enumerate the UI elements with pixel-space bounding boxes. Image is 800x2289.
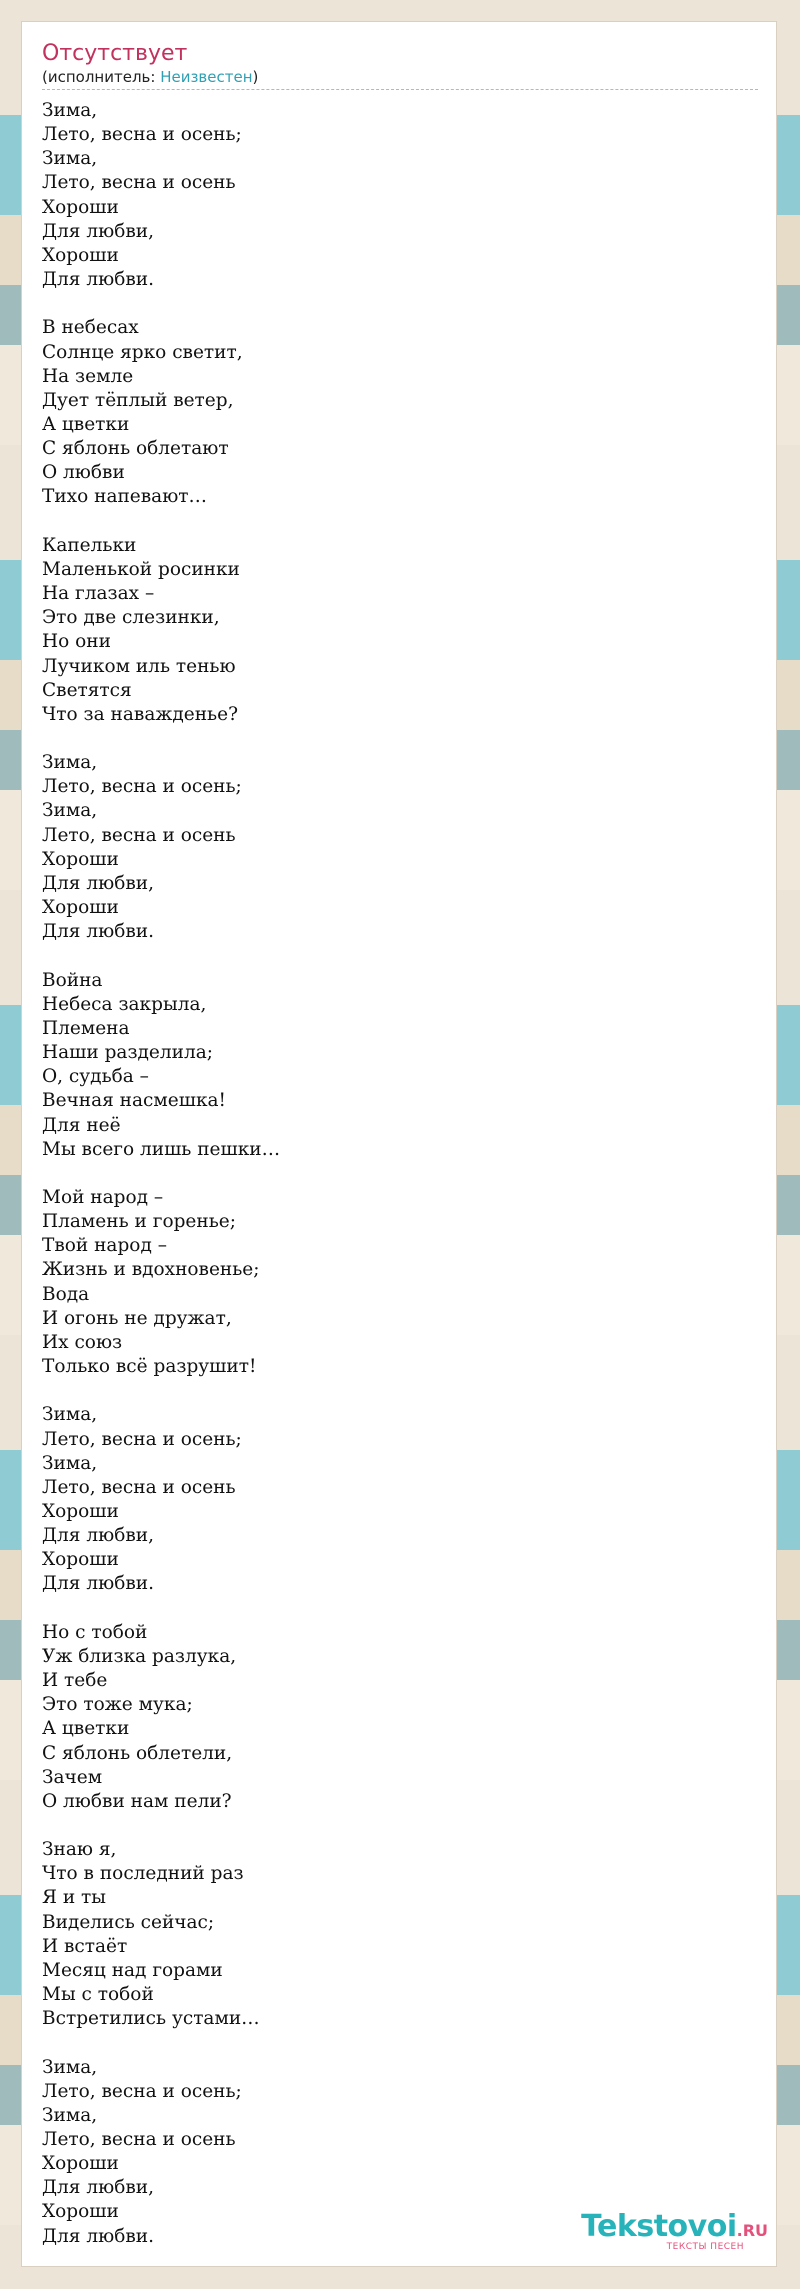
lyric-line: Твой народ – xyxy=(42,1235,167,1257)
logo-wordmark: Tekstovoi xyxy=(581,2209,737,2244)
lyric-line: В небесах xyxy=(42,317,139,339)
lyric-line: Для любви. xyxy=(42,921,154,943)
lyric-line: Это тоже мука; xyxy=(42,1694,193,1716)
song-header xyxy=(42,40,758,90)
site-logo[interactable] xyxy=(581,2209,768,2252)
logo-domain: .RU xyxy=(736,2221,768,2240)
lyric-line: Дует тёплый ветер, xyxy=(42,389,234,411)
lyric-line: Вечная насмешка! xyxy=(42,1090,226,1112)
lyric-line: Лето, весна и осень xyxy=(42,1476,236,1498)
lyric-line: Для любви, xyxy=(42,220,154,242)
lyric-line: Зима, xyxy=(42,800,98,822)
lyric-line: Зачем xyxy=(42,1766,103,1788)
lyric-line: Встретились устами… xyxy=(42,2008,260,2030)
lyric-line: Зима, xyxy=(42,2056,98,2078)
lyric-line: Зима, xyxy=(42,1404,98,1426)
lyric-line: Война xyxy=(42,969,103,991)
lyrics-stanza xyxy=(42,1403,758,1596)
lyric-line: Лето, весна и осень xyxy=(42,824,236,846)
lyric-line: Зима, xyxy=(42,752,98,774)
lyric-line: На глазах – xyxy=(42,583,155,605)
lyric-line: Я и ты xyxy=(42,1887,106,1909)
lyric-line: Светятся xyxy=(42,679,132,701)
lyric-line: Хороши xyxy=(42,244,119,266)
lyrics-stanza xyxy=(42,1186,758,1379)
lyric-line: Мы с тобой xyxy=(42,1984,154,2006)
lyric-line: Хороши xyxy=(42,2201,119,2223)
lyric-line: Хороши xyxy=(42,1549,119,1571)
lyric-line: Лето, весна и осень; xyxy=(42,124,242,146)
lyric-line: Хороши xyxy=(42,2153,119,2175)
lyric-line: Пламень и горенье; xyxy=(42,1211,236,1233)
lyric-line: И тебе xyxy=(42,1670,108,1692)
lyric-line: Для неё xyxy=(42,1114,121,1136)
lyric-line: Хороши xyxy=(42,897,119,919)
lyric-line: Для любви. xyxy=(42,2225,154,2247)
lyric-line: Лето, весна и осень; xyxy=(42,1428,242,1450)
lyric-line: Зима, xyxy=(42,100,98,121)
lyric-line: О любви xyxy=(42,462,125,484)
lyric-line: О, судьба – xyxy=(42,1066,149,1088)
lyric-line: Но они xyxy=(42,631,111,653)
lyric-line: Лето, весна и осень xyxy=(42,2128,236,2150)
lyric-line: Месяц над горами xyxy=(42,1959,223,1981)
lyric-line: Лето, весна и осень; xyxy=(42,2080,242,2102)
lyric-line: Виделись сейчас; xyxy=(42,1911,215,1933)
lyric-line: А цветки xyxy=(42,1718,130,1740)
lyric-line: Для любви, xyxy=(42,1525,154,1547)
lyric-line: Только всё разрушит! xyxy=(42,1356,257,1378)
lyric-line: Знаю я, xyxy=(42,1839,117,1861)
lyric-line: Вода xyxy=(42,1283,90,1305)
lyric-line: Жизнь и вдохновенье; xyxy=(42,1259,260,1281)
lyric-line: Небеса закрыла, xyxy=(42,993,207,1015)
lyrics-stanza xyxy=(42,1838,758,2031)
lyric-line: Мы всего лишь пешки… xyxy=(42,1138,281,1160)
lyric-line: Для любви, xyxy=(42,2177,154,2199)
lyric-line: С яблонь облетели, xyxy=(42,1742,233,1764)
lyric-line: Тихо напевают… xyxy=(42,486,208,508)
lyric-line: С яблонь облетают xyxy=(42,438,229,460)
lyrics-stanza xyxy=(42,99,758,292)
lyric-line: А цветки xyxy=(42,414,130,436)
lyrics-card xyxy=(21,21,777,2267)
lyric-line: Зима, xyxy=(42,1452,98,1474)
lyric-line: Наши разделила; xyxy=(42,1042,213,1064)
lyric-line: Что в последний раз xyxy=(42,1863,244,1885)
lyric-line: Капельки xyxy=(42,534,137,556)
lyrics-stanza xyxy=(42,316,758,509)
lyric-line: Лето, весна и осень xyxy=(42,172,236,194)
lyric-line: На земле xyxy=(42,365,134,387)
lyric-line: И огонь не дружат, xyxy=(42,1307,232,1329)
lyrics-body xyxy=(42,99,758,2273)
lyric-line: Хороши xyxy=(42,1500,119,1522)
lyric-line: Для любви. xyxy=(42,269,154,291)
performer-line xyxy=(42,68,758,86)
lyrics-stanza xyxy=(42,969,758,1162)
lyric-line: О любви нам пели? xyxy=(42,1790,232,1812)
song-title: Отсутствует xyxy=(42,41,188,66)
lyric-line: Это две слезинки, xyxy=(42,607,220,629)
lyric-line: Племена xyxy=(42,1017,130,1039)
lyric-line: Зима, xyxy=(42,2104,98,2126)
lyric-line: Лучиком иль тенью xyxy=(42,655,236,677)
lyric-line: Хороши xyxy=(42,848,119,870)
lyric-line: Маленькой росинки xyxy=(42,558,240,580)
logo-tagline: ТЕКСТЫ ПЕСЕН xyxy=(666,2242,744,2252)
lyrics-stanza xyxy=(42,534,758,727)
lyric-line: Хороши xyxy=(42,196,119,218)
lyric-line: Зима, xyxy=(42,148,98,170)
lyric-line: Для любви. xyxy=(42,1573,154,1595)
lyrics-stanza xyxy=(42,751,758,944)
lyric-line: Но с тобой xyxy=(42,1621,148,1643)
lyric-line: И встаёт xyxy=(42,1935,128,1957)
lyric-line: Для любви, xyxy=(42,872,154,894)
lyric-line: Солнце ярко светит, xyxy=(42,341,243,363)
lyric-line: Лето, весна и осень; xyxy=(42,776,242,798)
lyric-line: Мой народ – xyxy=(42,1186,164,1208)
lyrics-stanza xyxy=(42,1621,758,1814)
lyric-line: Что за наважденье? xyxy=(42,703,238,725)
performer-prefix: (исполнитель: xyxy=(42,68,161,86)
performer-suffix: ) xyxy=(252,68,259,86)
performer-link[interactable]: Неизвестен xyxy=(160,68,253,86)
lyric-line: Уж близка разлука, xyxy=(42,1645,237,1667)
lyric-line: Их союз xyxy=(42,1331,123,1353)
